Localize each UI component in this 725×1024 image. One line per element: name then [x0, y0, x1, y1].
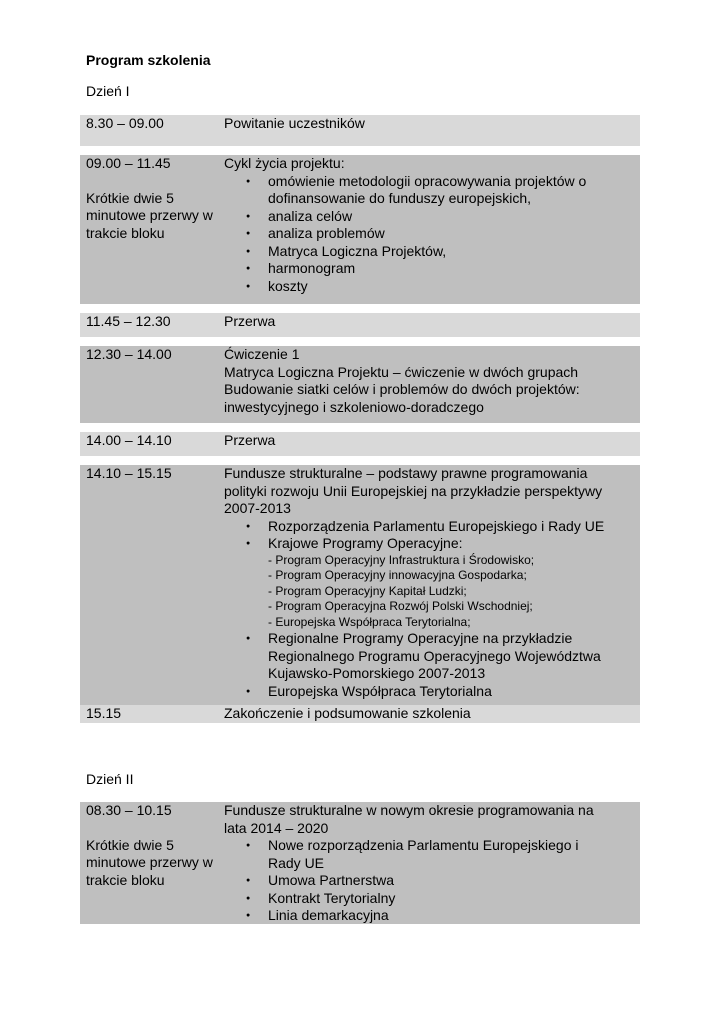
sub-item: - Program Operacyjny Infrastruktura i Środowisko;	[268, 552, 535, 567]
time-cell	[80, 802, 224, 924]
block-intro: Fundusze strukturalne – podstawy prawne programowania polityki rozwoju Unii Europejskiej na przykładzie perspektywy 2007-2013	[224, 465, 603, 516]
time-cell: 12.30 – 14.00	[86, 346, 172, 362]
list-item: ● Linia demarkacyjna	[246, 907, 634, 925]
break-note: Krótkie dwie 5 minutowe przerwy w trakcie bloku	[86, 836, 213, 888]
topic-list	[224, 173, 634, 296]
schedule-row	[80, 705, 640, 723]
page-title: Program szkolenia	[86, 52, 211, 68]
exercise-line: Budowanie siatki celów i problemów do dwóch projektów: inwestycyjnego i szkoleniowo-doradczego	[224, 381, 580, 415]
content-cell	[224, 346, 640, 423]
sub-item: - Europejska Współpraca Terytorialna;	[268, 614, 471, 629]
exercise-title: Ćwiczenie 1	[224, 346, 300, 362]
list-item: ● analiza celów	[246, 208, 634, 226]
content-cell: Przerwa	[224, 313, 276, 329]
list-item: ● Rozporządzenia Parlamentu Europejskiego i Rady UE	[246, 518, 634, 536]
time-range: 09.00 – 11.45	[86, 155, 171, 171]
time-cell	[80, 155, 224, 304]
sub-item: - Program Operacyjny innowacyjna Gospodarka;	[268, 568, 527, 583]
topic-list	[224, 518, 634, 701]
list-item: ● Umowa Partnerstwa	[246, 872, 634, 890]
exercise-line: Matryca Logiczna Projektu – ćwiczenie w dwóch grupach	[224, 363, 579, 380]
break-note: Krótkie dwie 5 minutowe przerwy w trakcie bloku	[86, 189, 213, 241]
schedule-row	[80, 146, 640, 304]
schedule-row	[80, 423, 640, 456]
content-cell: Zakończenie i podsumowanie szkolenia	[224, 705, 471, 721]
schedule-row	[80, 115, 640, 146]
list-item: ● Kontrakt Terytorialny	[246, 890, 634, 908]
list-item: ● omówienie metodologii opracowywania projektów o dofinansowanie do funduszy europejskich,	[246, 173, 634, 208]
time-cell: 14.00 – 14.10	[86, 432, 172, 448]
schedule-row	[80, 304, 640, 337]
time-cell: 15.15	[86, 705, 122, 721]
day-1-schedule-table	[80, 115, 640, 723]
list-item-label: ● Krajowe Programy Operacyjne:	[268, 535, 463, 551]
content-cell	[224, 155, 640, 304]
topic-list	[224, 837, 634, 925]
day-2-heading: Dzień II	[86, 771, 134, 787]
list-item: ● Nowe rozporządzenia Parlamentu Europejskiego i Rady UE	[246, 837, 634, 872]
list-item: ● harmonogram	[246, 260, 634, 278]
block-intro: Cykl życia projektu:	[224, 155, 345, 171]
content-cell: Przerwa	[224, 432, 276, 448]
schedule-row	[80, 456, 640, 705]
content-cell	[224, 802, 640, 924]
time-cell: 11.45 – 12.30	[86, 313, 171, 329]
time-cell: 14.10 – 15.15	[86, 465, 172, 481]
sub-item: - Program Operacyjna Rozwój Polski Wschodniej;	[268, 599, 533, 614]
content-cell	[224, 465, 640, 705]
schedule-row	[80, 802, 640, 924]
time-range: 08.30 – 10.15	[86, 802, 172, 818]
list-item: ● analiza problemów	[246, 225, 634, 243]
content-cell: Powitanie uczestników	[224, 115, 365, 131]
list-item	[246, 535, 634, 630]
list-item: ● Matryca Logiczna Projektów,	[246, 243, 634, 261]
time-cell: 8.30 – 09.00	[86, 115, 164, 131]
list-item: ● Regionalne Programy Operacyjne na przykładzie Regionalnego Programu Operacyjnego Województwa Kujawsko-Pomorskiego 2007-2013	[246, 630, 634, 683]
sub-item: - Program Operacyjny Kapitał Ludzki;	[268, 583, 467, 598]
day-2-schedule-table	[80, 802, 640, 924]
list-item: ● Europejska Współpraca Terytorialna	[246, 683, 634, 701]
list-item: ● koszty	[246, 278, 634, 296]
schedule-row	[80, 337, 640, 423]
block-intro: Fundusze strukturalne w nowym okresie programowania na lata 2014 – 2020	[224, 802, 594, 836]
day-1-heading: Dzień I	[86, 83, 130, 99]
